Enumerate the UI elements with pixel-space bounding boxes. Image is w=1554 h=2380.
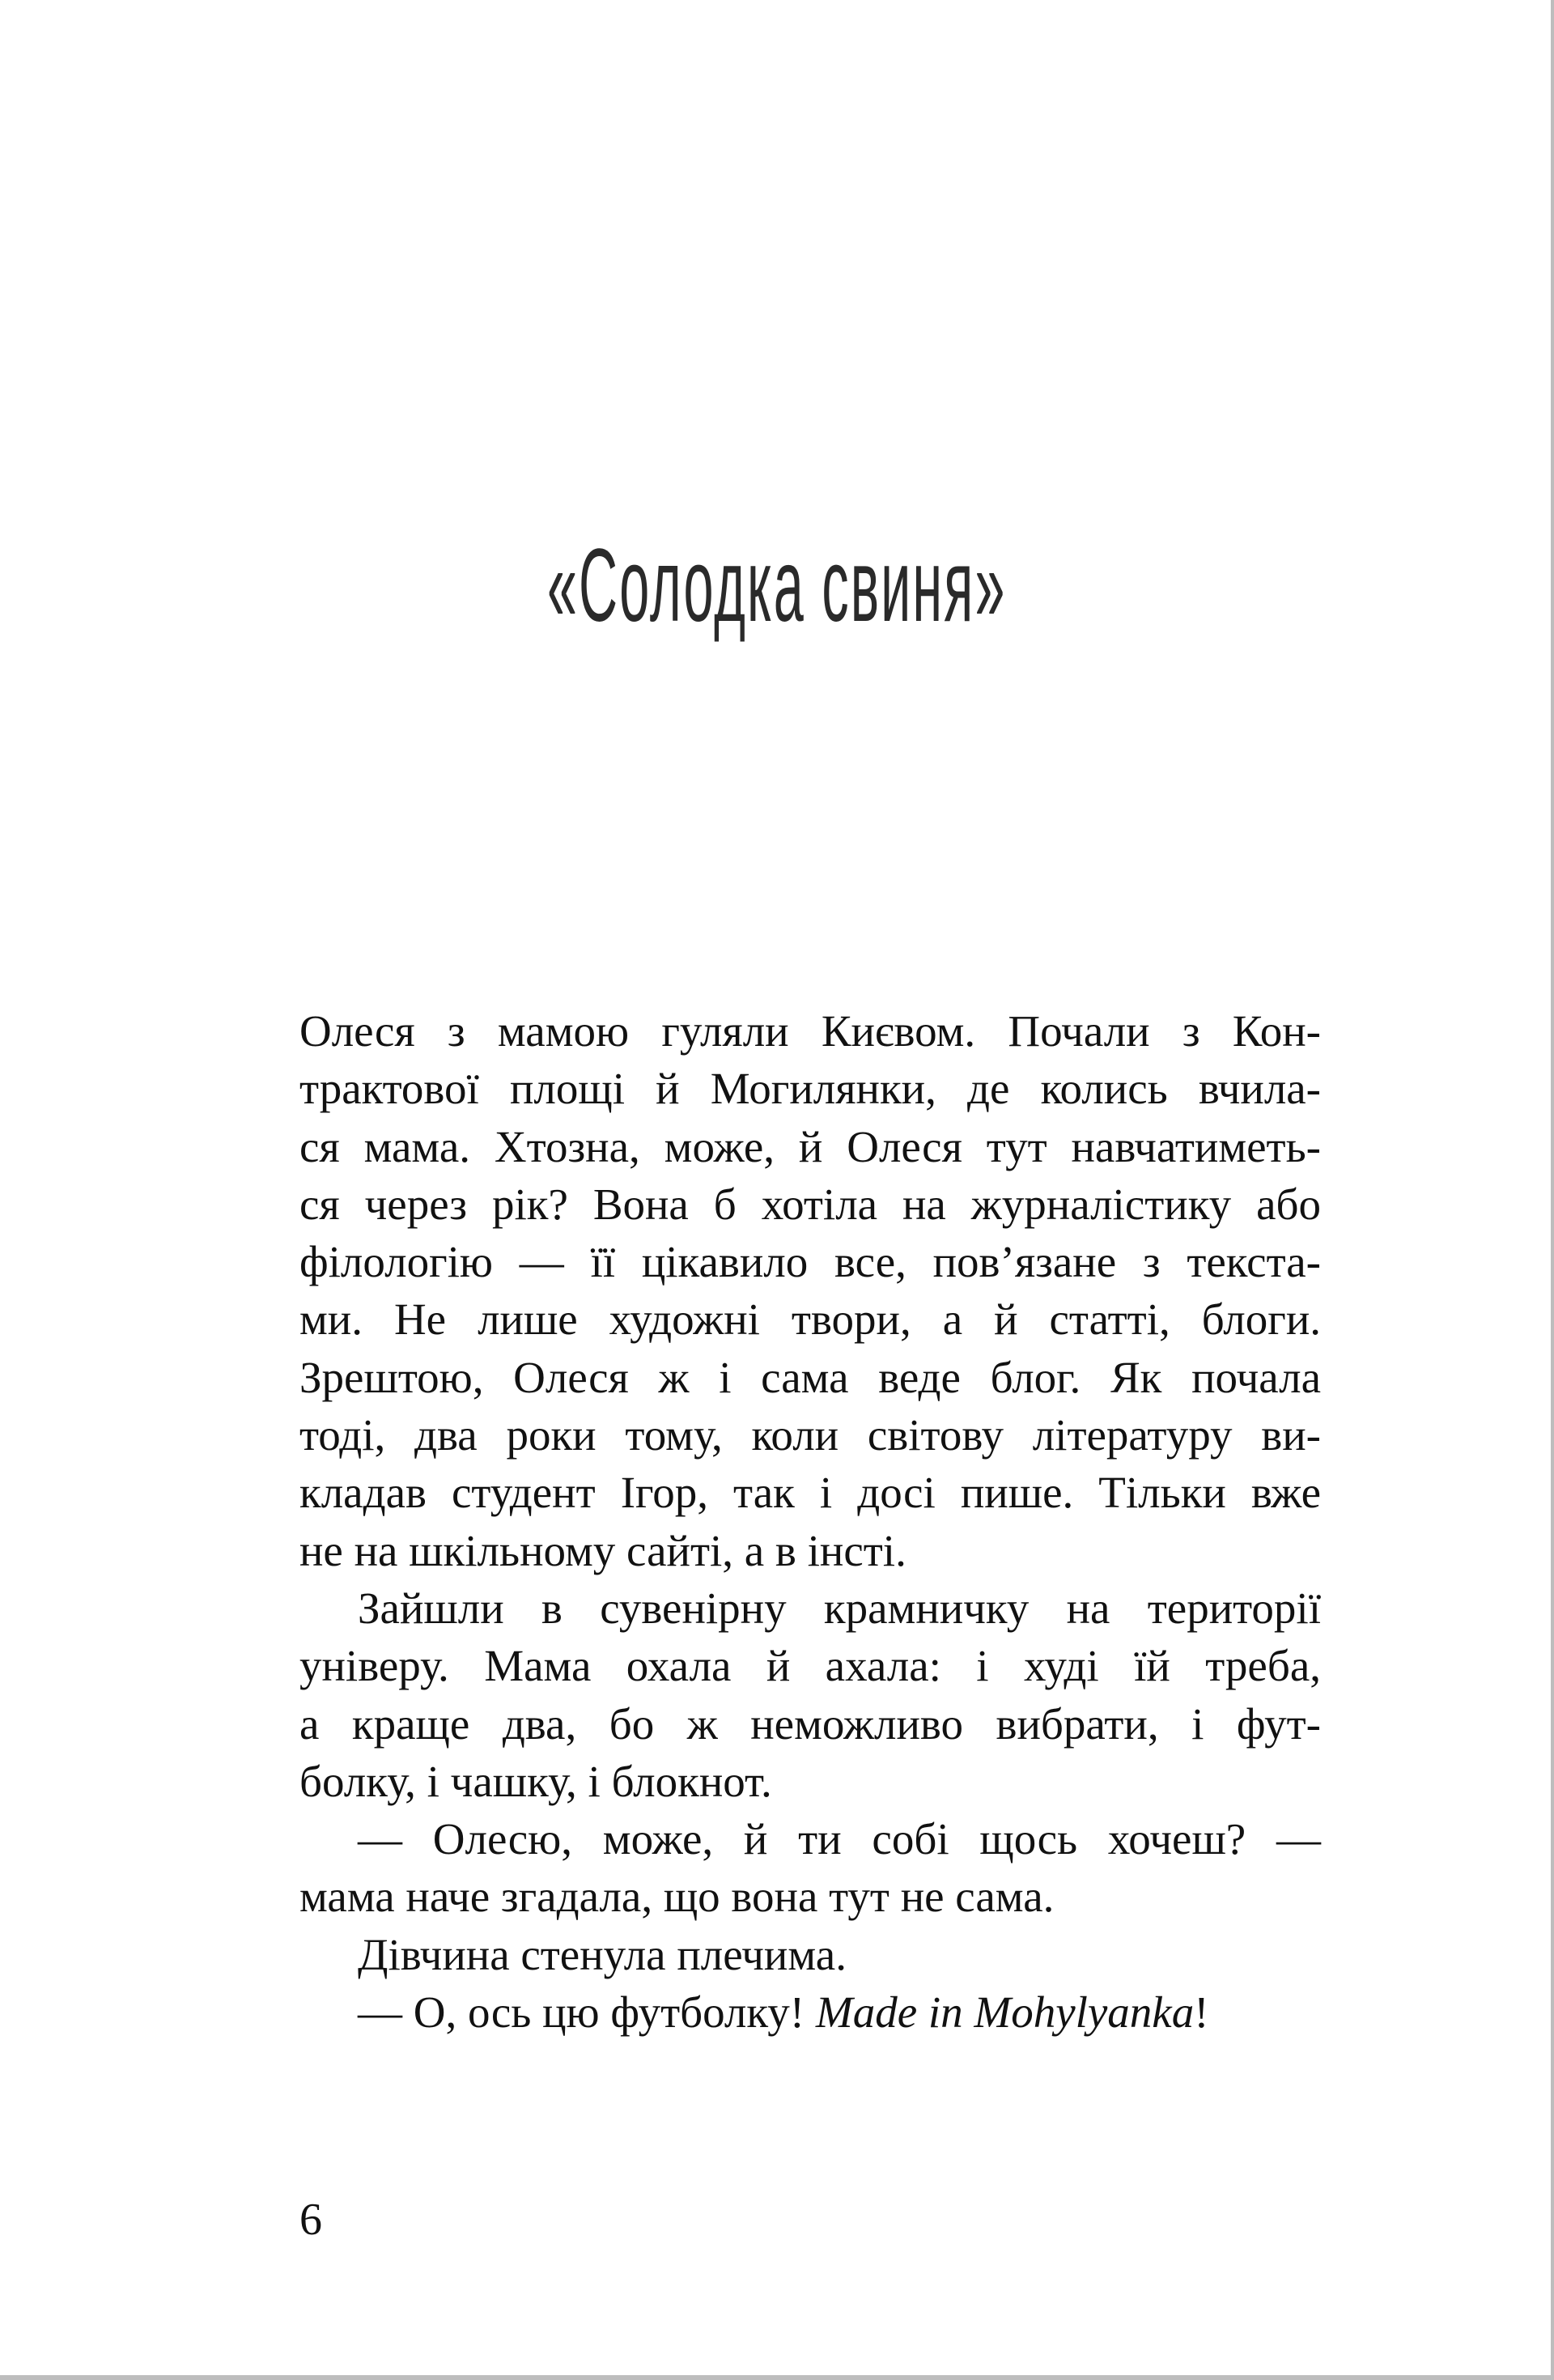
body-text	[299, 1002, 1321, 2041]
text-line: універу. Мама охала й ахала: і худі їй треба,	[299, 1641, 1321, 1691]
text-line: Олеся з мамою гуляли Києвом. Почали з Кон-	[299, 1006, 1321, 1056]
text-line: тоді, два роки тому, коли світову літературу ви-	[299, 1410, 1321, 1460]
text-line	[299, 1983, 1321, 2041]
text-line: трактової площі й Могилянки, де колись вчила-	[299, 1064, 1321, 1114]
text-line: а краще два, бо ж неможливо вибрати, і фут-	[299, 1698, 1321, 1749]
text-line: мама наче згадала, що вона тут не сама.	[299, 1872, 1055, 1922]
chapter-title	[0, 528, 1554, 644]
italic-brand-text: Made in Mohylyanka	[815, 1987, 1195, 2038]
text-line: ся мама. Хтозна, може, й Олеся тут навчатиметь-	[299, 1121, 1321, 1171]
text-line: Зрештою, Олеся ж і сама веде блог. Як почала	[299, 1352, 1321, 1402]
text-line: ся через рік? Вона б хотіла на журналістику або	[299, 1179, 1321, 1229]
text-line: Зайшли в сувенірну крамничку на території	[358, 1583, 1321, 1633]
text-line: ми. Не лише художні твори, а й статті, блоги.	[299, 1294, 1321, 1345]
text-line: — Олесю, може, й ти собі щось хочеш? —	[358, 1814, 1321, 1864]
text-line: не на шкільному сайті, а в інсті.	[299, 1525, 906, 1575]
chapter-title-text: «Солодка свиня»	[547, 528, 1007, 644]
text-line: філологію — її цікавило все, пов’язане з текста-	[299, 1237, 1321, 1287]
dialogue-text: — О, ось цю футболку!	[358, 1987, 816, 2038]
text-line: кладав студент Ігор, так і досі пише. Тільки вже	[299, 1468, 1321, 1518]
dialogue-end: !	[1194, 1987, 1209, 2038]
page-number: 6	[299, 2195, 322, 2245]
text-line: болку, і чашку, і блокнот.	[299, 1756, 772, 1806]
text-line: Дівчина стенула плечима.	[358, 1929, 847, 1979]
